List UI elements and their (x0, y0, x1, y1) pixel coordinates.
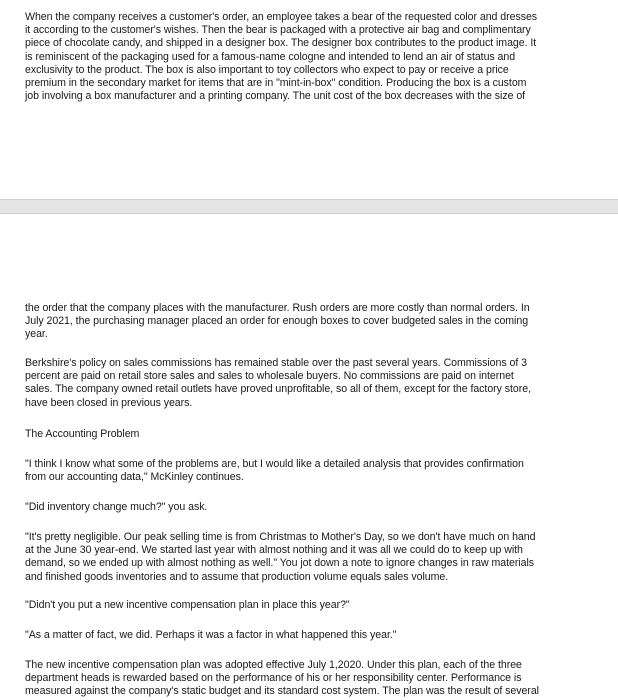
page-separator (0, 199, 618, 214)
document-page-bottom (0, 214, 618, 700)
paragraph-continuation: the order that the company places with the manufacturer. Rush orders are more costly than normal orders. In July 2021, the purchasing manager placed an order for enough boxes to cover budgeted sales in the coming year. (25, 302, 530, 341)
paragraph-compensation-plan: The new incentive compensation plan was adopted effective July 1,2020. Under this plan, each of the three department heads is rewarded based on the performance of his or her responsibility center. Performance is measured against the company's static budget and its standard cost system. The plan was the result of several (25, 659, 539, 698)
paragraph-inventory-answer: "It's pretty negligible. Our peak selling time is from Christmas to Mother's Day, so we don't have much on hand at the June 30 year-end. We started last year with almost nothing and it was all we could do to keep up with demand, so we ended up with almost nothing as well." You jot down a note to ignore changes in raw materials and finished goods inventories and to assume that production volume equals sales volume. (25, 531, 536, 583)
document-page-top (0, 0, 618, 199)
paragraph-commissions: Berkshire's policy on sales commissions has remained stable over the past several years. Commissions of 3 percent are paid on retail store sales and sales to wholesale buyers. No commissions are paid on internet sales. The company owned retail outlets have proved unprofitable, so all of them, except for the factory store, have been closed in previous years. (25, 357, 531, 409)
paragraph-inventory-question: "Did inventory change much?" you ask. (25, 501, 208, 513)
paragraph-packaging: When the company receives a customer's order, an employee takes a bear of the requested color and dresses it according to the customer's wishes. Then the bear is packaged with a protective air bag and complimentary piece of chocolate candy, and shipped in a designer box. The designer box contributes to the product image. It is reminiscent of the packaging used for a famous-name cologne and intended to lend an air of status and exclusivity to the product. The box is also important to toy collectors who expect to pay or receive a price premium in the secondary market for items that are in "mint-in-box" condition. Producing the box is a custom job involving a box manufacturer and a printing company. The unit cost of the box decreases with the size of (25, 11, 538, 103)
paragraph-incentive-question: "Didn't you put a new incentive compensation plan in place this year?" (25, 599, 350, 611)
section-heading: The Accounting Problem (25, 428, 140, 440)
paragraph-incentive-answer: "As a matter of fact, we did. Perhaps it was a factor in what happened this year." (25, 629, 397, 641)
paragraph-mckinley-quote: "I think I know what some of the problems are, but I would like a detailed analysis that provides confirmation from our accounting data," McKinley continues. (25, 458, 524, 484)
